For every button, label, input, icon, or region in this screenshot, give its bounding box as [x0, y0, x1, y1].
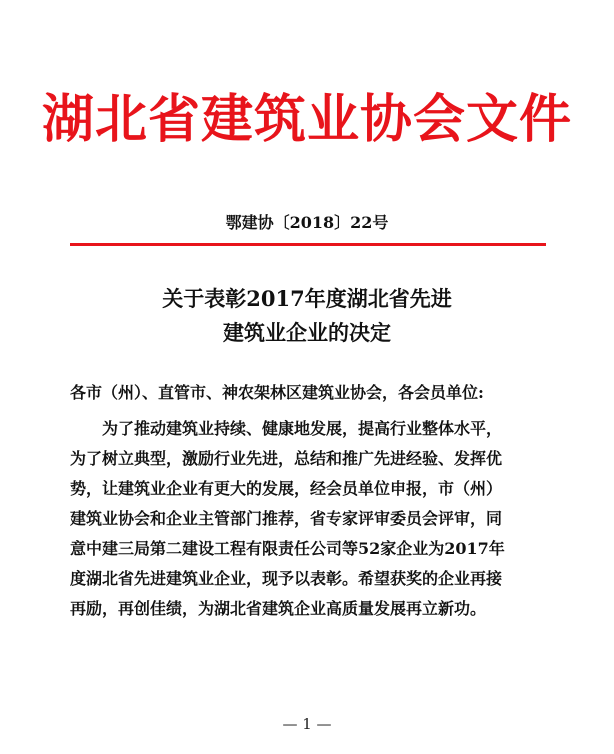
- body-line: 势，让建筑业企业有更大的发展，经会员单位申报，市（州）: [70, 479, 503, 498]
- document-masthead: 湖北省建筑业协会文件: [41, 89, 572, 150]
- body-line: 为了推动建筑业持续、健康地发展，提高行业整体水平，: [102, 419, 503, 438]
- salutation: 各市（州）、直管市、神农架林区建筑业协会，各会员单位:: [70, 383, 484, 402]
- document-number: 鄂建协〔2018〕22号: [225, 213, 389, 232]
- document-title: [0, 282, 614, 350]
- body-line: 建筑业协会和企业主管部门推荐，省专家评审委员会评审，同: [70, 509, 503, 528]
- body-line: 再励，再创佳绩，为湖北省建筑企业高质量发展再立新功。: [70, 599, 487, 618]
- body-line: 意中建三局第二建设工程有限责任公司等52家企业为2017年: [70, 539, 505, 558]
- title-line: 关于表彰2017年度湖北省先进: [162, 286, 452, 311]
- title-line: 建筑业企业的决定: [223, 320, 391, 345]
- page-number: — 1 —: [282, 715, 332, 733]
- red-separator-line: [70, 243, 546, 246]
- body-paragraph: [70, 414, 554, 624]
- body-line: 为了树立典型，激励行业先进，总结和推广先进经验、发挥优: [70, 449, 503, 468]
- body-line: 度湖北省先进建筑业企业，现予以表彰。希望获奖的企业再接: [70, 569, 503, 588]
